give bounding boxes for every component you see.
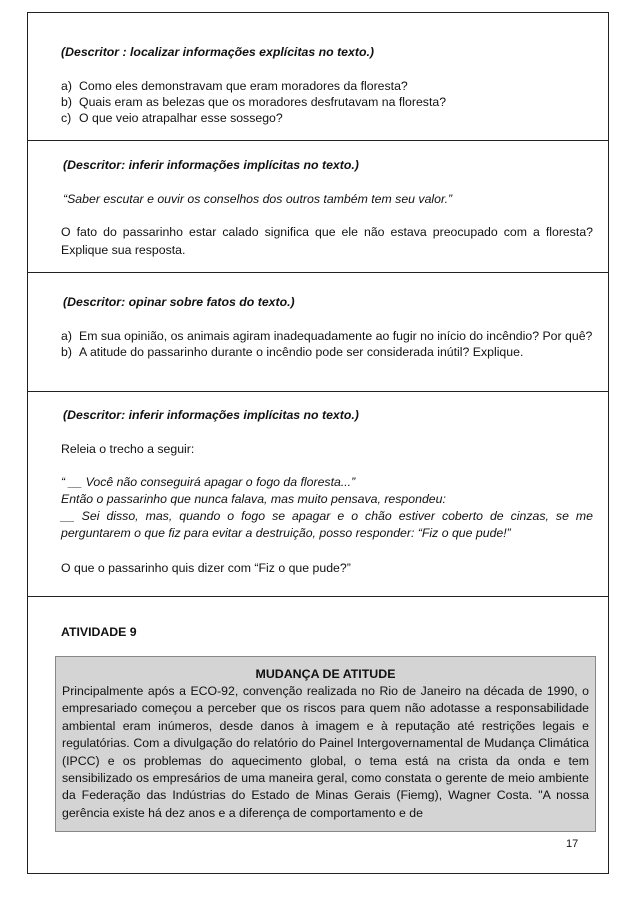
- quote-line: “ __ Você não conseguirá apagar o fogo da floresta...”: [61, 475, 356, 489]
- descriptor-heading: (Descritor: opinar sobre fatos do texto.): [63, 295, 295, 309]
- item-letter: c): [61, 111, 72, 125]
- question-item: [61, 344, 593, 360]
- question-text: O fato do passarinho estar calado significa que ele não estava preocupado com a floresta? Explique sua resposta.: [61, 225, 593, 257]
- box-title: MUDANÇA DE ATITUDE: [255, 667, 396, 681]
- item-letter: b): [61, 345, 72, 359]
- page-number: 17: [566, 838, 579, 850]
- quote-line: __ Sei disso, mas, quando o fogo se apagar e o chão estiver coberto de cinzas, se me perguntarem o que fiz para evitar a destruição, posso responder: “Fiz o que pude!”: [61, 509, 593, 540]
- question-item: [61, 94, 593, 110]
- item-letter: a): [61, 329, 72, 343]
- question-item: [61, 110, 593, 126]
- item-letter: a): [61, 79, 72, 93]
- descriptor-heading: (Descritor : localizar informações explícitas no texto.): [61, 45, 374, 59]
- section-implicit-info-1: [61, 157, 593, 259]
- item-text: O que veio atrapalhar esse sossego?: [79, 111, 283, 125]
- section-divider: [27, 391, 609, 392]
- item-text: Quais eram as belezas que os moradores desfrutavam na floresta?: [79, 95, 447, 109]
- section-explicit-info: [61, 44, 593, 126]
- section-divider: [27, 596, 609, 597]
- descriptor-heading: (Descritor: inferir informações implícitas no texto.): [63, 158, 359, 172]
- section-implicit-info-2: [61, 407, 593, 576]
- descriptor-heading: (Descritor: inferir informações implícitas no texto.): [63, 408, 359, 422]
- quote-line: Então o passarinho que nunca falava, mas muito pensava, respondeu:: [61, 492, 446, 506]
- intro-text: Releia o trecho a seguir:: [61, 442, 195, 456]
- question-item: [61, 78, 593, 94]
- activity-title: ATIVIDADE 9: [61, 625, 137, 639]
- question-text: O que o passarinho quis dizer com “Fiz o que pude?”: [61, 561, 351, 575]
- item-text: Como eles demonstravam que eram moradores da floresta?: [79, 79, 408, 93]
- quote: “Saber escutar e ouvir os conselhos dos outros também tem seu valor.”: [63, 192, 453, 206]
- section-divider: [27, 140, 609, 141]
- reading-box: [55, 656, 596, 832]
- box-text: Principalmente após a ECO-92, convenção realizada no Rio de Janeiro na década de 1990, o empresariado começou a perceber que os riscos para quem não adotasse a responsabilidade ambiental eram inúmeros, desde danos à imagem e à reputação até restrições legais e regulatórias. Com a divulgação do relatório do Painel Intergovernamental de Mudança Climática (IPCC) e os problemas do aquecimento global, o tema está na crista da onda e tem sensibilizado os empresários de uma maneira geral, como constata o gerente de meio ambiente da Federação das Indústrias do Estado de Minas Gerais (Fiemg), Wagner Costa. "A nossa gerência existe há dez anos e a diferença de comportamento e de: [62, 684, 589, 820]
- section-divider: [27, 272, 609, 273]
- question-item: [61, 328, 593, 344]
- item-letter: b): [61, 95, 72, 109]
- item-text: Em sua opinião, os animais agiram inadequadamente ao fugir no início do incêndio? Por quê?: [79, 329, 593, 343]
- item-text: A atitude do passarinho durante o incêndio pode ser considerada inútil? Explique.: [79, 345, 524, 359]
- section-opinion: [61, 294, 593, 360]
